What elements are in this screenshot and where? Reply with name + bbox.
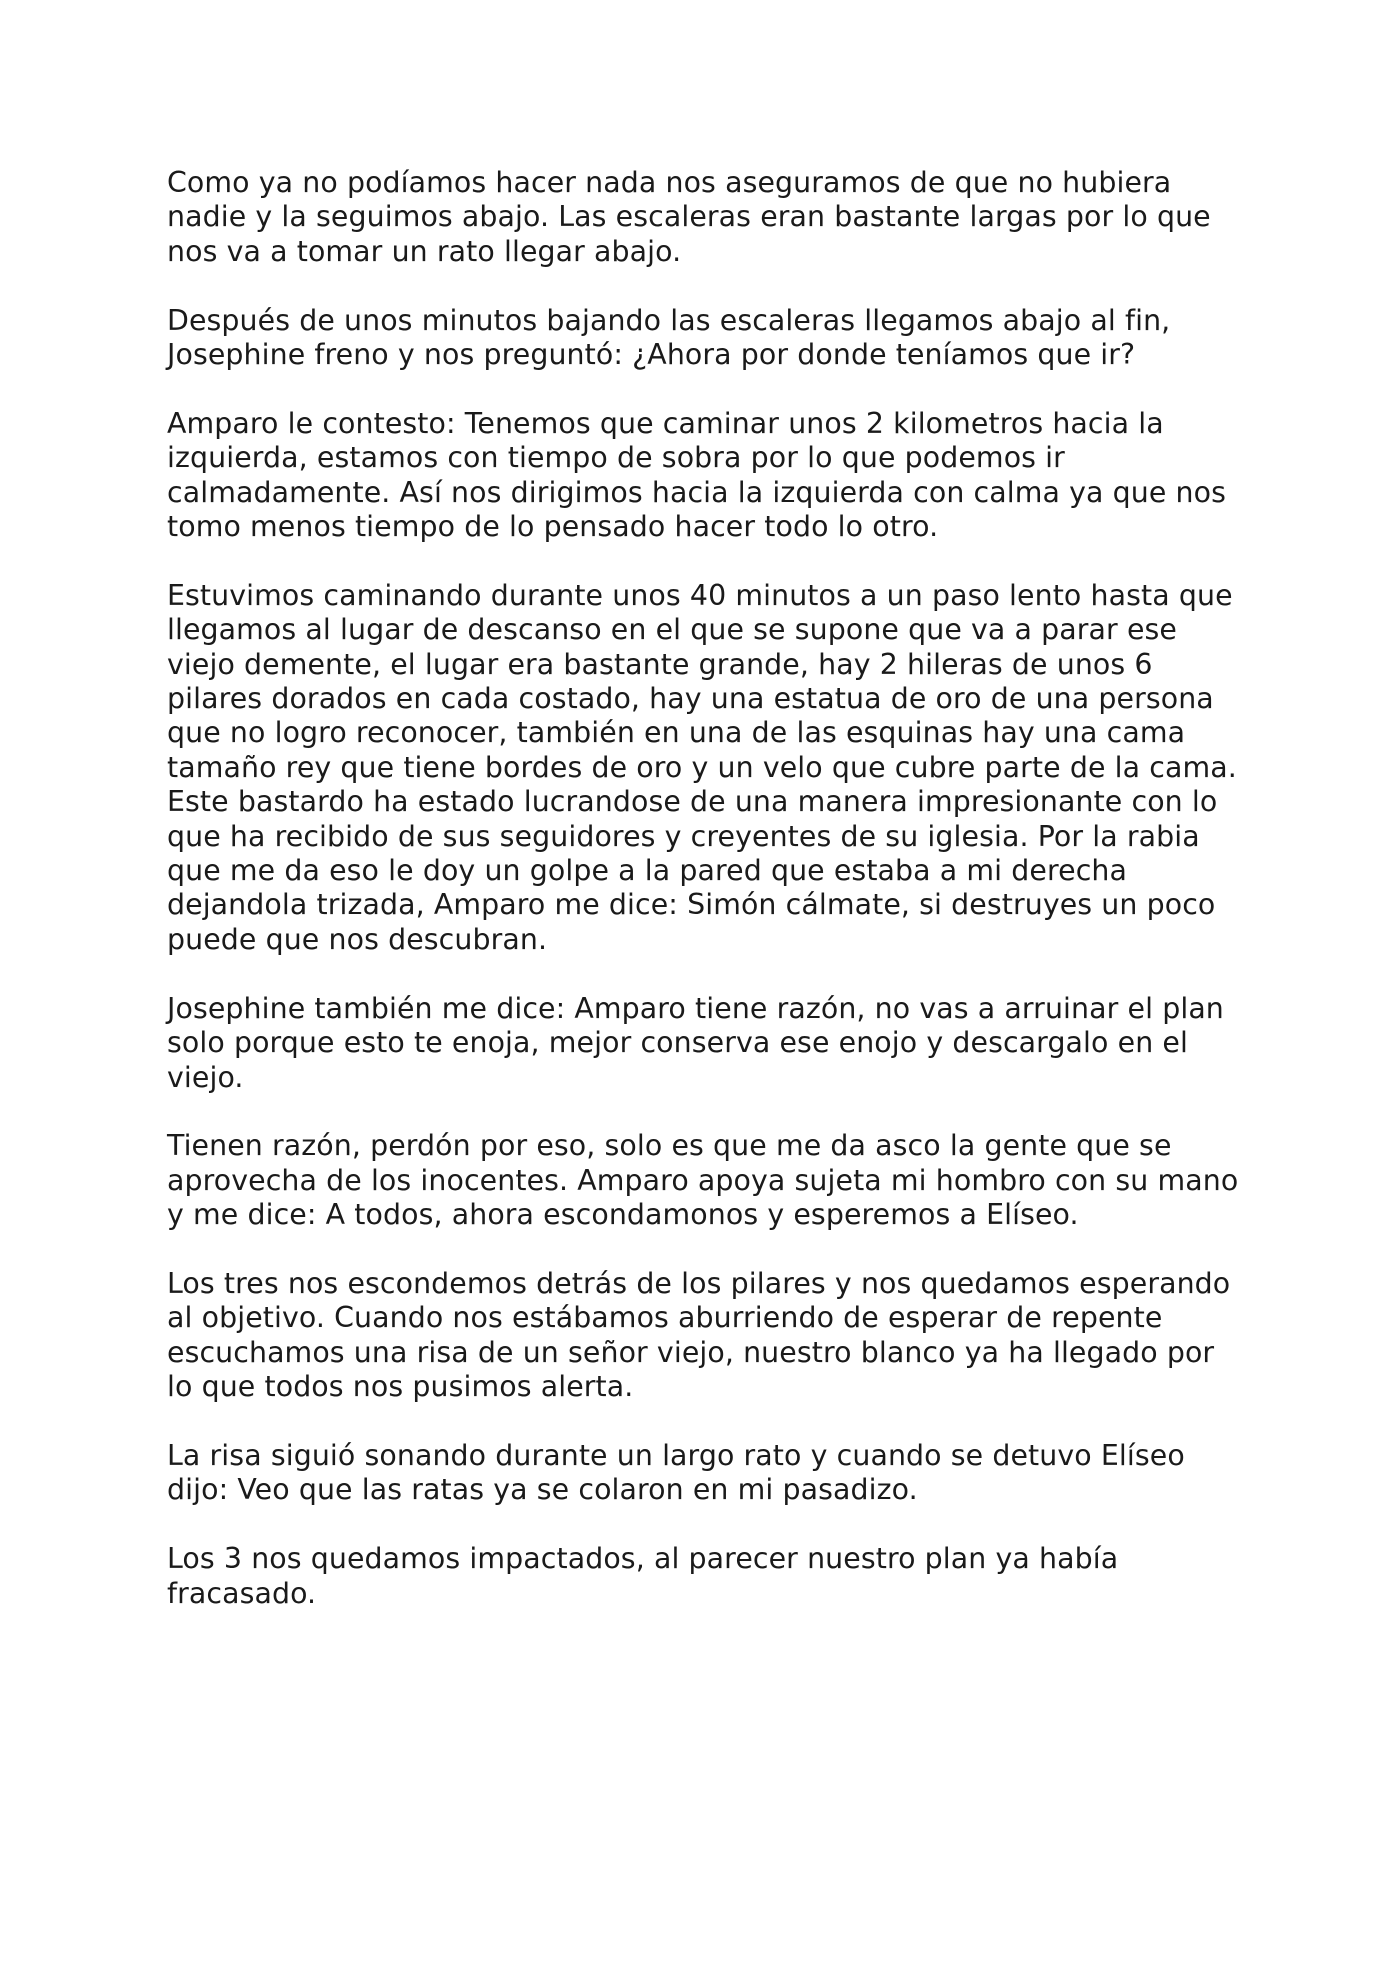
paragraph: Los 3 nos quedamos impactados, al parecer nuestro plan ya había fracasado. [167,1542,1119,1610]
paragraph: Tienen razón, perdón por eso, solo es que me da asco la gente que se aprovecha de los inocentes. Amparo apoya sujeta mi hombro con su mano y me dice: A todos, ahora escondamonos y esperemos a Elíseo. [167,1129,1239,1232]
paragraph: Amparo le contesto: Tenemos que caminar unos 2 kilometros hacia la izquierda, estamos con tiempo de sobra por lo que podemos ir calmadamente. Así nos dirigimos hacia la izquierda con calma ya que nos tomo menos tiempo de lo pensado hacer todo lo otro. [167,406,1227,544]
paragraph: Josephine también me dice: Amparo tiene razón, no vas a arruinar el plan solo porque esto te enoja, mejor conserva ese enojo y descargalo en el viejo. [167,991,1224,1094]
document-body [167,166,1247,1645]
paragraph: Como ya no podíamos hacer nada nos aseguramos de que no hubiera nadie y la seguimos abajo. Las escaleras eran bastante largas por lo que nos va a tomar un rato llegar abajo. [167,166,1211,268]
paragraph: Los tres nos escondemos detrás de los pilares y nos quedamos esperando al objetivo. Cuando nos estábamos aburriendo de esperar de repente escuchamos una risa de un señor viejo, nuestro blanco ya ha llegado por lo que todos nos pusimos alerta. [167,1266,1231,1404]
paragraph: La risa siguió sonando durante un largo rato y cuando se detuvo Elíseo dijo: Veo que las ratas ya se colaron en mi pasadizo. [167,1438,1185,1507]
paragraph: Estuvimos caminando durante unos 40 minutos a un paso lento hasta que llegamos al lugar de descanso en el que se supone que va a parar ese viejo demente, el lugar era bastante grande, hay 2 hileras de unos 6 pilares dorados en cada costado, hay una estatua de oro de una persona que no logro reconocer, también en una de las esquinas hay una cama tamaño rey que tiene bordes de oro y un velo que cubre parte de la cama. Este bastardo ha estado lucrandose de una manera impresionante con lo que ha recibido de sus seguidores y creyentes de su iglesia. Por la rabia que me da eso le doy un golpe a la pared que estaba a mi derecha dejandola trizada, Amparo me dice: Simón cálmate, si destruyes un poco puede que nos descubran. [167,578,1237,956]
paragraph: Después de unos minutos bajando las escaleras llegamos abajo al fin, Josephine freno y nos preguntó: ¿Ahora por donde teníamos que ir? [167,303,1171,372]
